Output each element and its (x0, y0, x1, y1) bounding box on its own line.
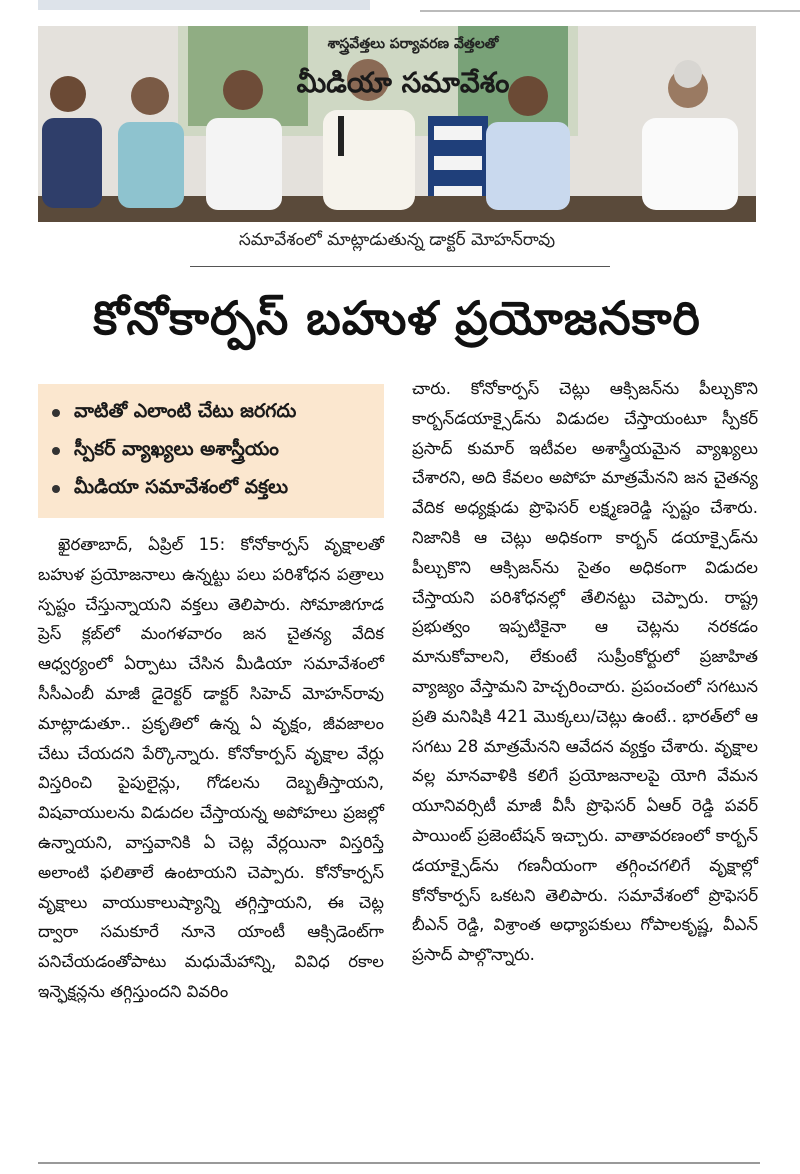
headline: కోనోకార్పస్ బహుళ ప్రయోజనకారి (93, 291, 701, 345)
bullet-icon (52, 485, 60, 493)
article-text-left: ఖైరతాబాద్, ఏప్రిల్ 15: కోనోకార్పస్ వృక్షాలతో బహుళ ప్రయోజనాలు ఉన్నట్టు పలు పరిశోధన పత్రాలు స్పష్టం చేస్తున్నాయని వక్తలు తెలిపారు. సోమాజిగూడ ప్రెస్ క్లబ్‌లో మంగళవారం జన చైతన్య వేదిక ఆధ్వర్యంలో ఏర్పాటు చేసిన మీడియా సమావేశంలో సీసీఎంబీ మాజీ డైరెక్టర్ డాక్టర్ సిహెచ్ మోహన్‌రావు మాట్లాడుతూ.. ప్రకృతిలో ఉన్న ఏ వృక్షం, జీవజాలం చేటు చేయదని పేర్కొన్నారు. కోనోకార్పస్ వృక్షాల వేర్లు విస్తరించి పైపులైన్లు, గోడలను దెబ్బతీస్తాయని, విషవాయులను విడుదల చేస్తాయన్న అపోహలు ప్రజల్లో ఉన్నాయని, వాస్తవానికి ఏ చెట్ల వేర్లయినా విస్తరిస్తే అలాంటి ఫలితాలే ఉంటాయని చెప్పారు. కోనోకార్పస్ వృక్షాలు వాయుకాలుష్యాన్ని తగ్గిస్తాయని, ఈ చెట్ల ద్వారా సమకూరే నూనె యాంటీ ఆక్సిడెంట్‌గా పనిచేయడంతోపాటు మధుమేహాన్ని, వివిధ రకాల ఇన్ఫెక్షన్లను తగ్గిస్తుందని వివరిం (38, 535, 384, 1001)
highlights-box (38, 384, 384, 518)
header-strip (38, 0, 370, 10)
highlight-item (52, 432, 370, 470)
article-column-left (38, 530, 384, 1007)
header-rule (420, 10, 800, 12)
news-photo (38, 26, 756, 222)
bottom-rule (38, 1162, 760, 1164)
photo-caption: సమావేశంలో మాట్లాడుతున్న డాక్టర్ మోహన్‌రావు (238, 230, 556, 250)
photo-illustration (38, 26, 756, 222)
banner-text-top: శాస్త్రవేత్తలు పర్యావరణ వేత్తలతో (327, 36, 499, 52)
caption-rule (190, 266, 610, 267)
highlight-item (52, 394, 370, 432)
highlight-text: స్పీకర్ వ్యాఖ్యలు అశాస్త్రీయం (74, 437, 279, 460)
highlight-text: మీడియా సమావేశంలో వక్తలు (74, 475, 289, 498)
highlight-text: వాటితో ఎలాంటి చేటు జరగదు (74, 399, 297, 422)
highlight-item (52, 470, 370, 508)
bullet-icon (52, 409, 60, 417)
banner-text-main: మీడియా సమావేశం (296, 66, 510, 99)
article-column-right (412, 374, 758, 970)
article-text-right: చారు. కోనోకార్పస్ చెట్లు ఆక్సిజన్‌ను పీల్చుకొని కార్బన్‌డయాక్సైడ్‌ను విడుదల చేస్తాయంటూ స్పీకర్ ప్రసాద్ కుమార్ ఇటీవల అశాస్త్రీయమైన వ్యాఖ్యలు చేశారని, అది కేవలం అపోహ మాత్రమేనని జన చైతన్య వేదిక అధ్యక్షుడు ప్రొఫెసర్ లక్ష్మణరెడ్డి స్పష్టం చేశారు. నిజానికి ఆ చెట్లు అధికంగా కార్బన్ డయాక్సైడ్‌ను పీల్చుకొని ఆక్సిజన్‌ను సైతం అధికంగా విడుదల చేస్తాయని పరిశోధనల్లో తేలినట్టు చెప్పారు. రాష్ట్ర ప్రభుత్వం ఇప్పటికైనా ఆ చెట్లను నరకడం మానుకోవాలని, లేకుంటే సుప్రీంకోర్టులో ప్రజాహిత వ్యాజ్యం వేస్తామని హెచ్చరించారు. ప్రపంచంలో సగటున ప్రతి మనిషికి 421 మొక్కలు/చెట్లు ఉంటే.. భారత్‌లో ఆ సగటు 28 మాత్రమేనని ఆవేదన వ్యక్తం చేశారు. వృక్షాల వల్ల మానవాళికి కలిగే ప్రయోజనాలపై యోగి వేమన యూనివర్సిటీ మాజీ వీసీ ప్రొఫెసర్ ఏఆర్ రెడ్డి పవర్ పాయింట్ ప్రజెంటేషన్ ఇచ్చారు. వాతావరణంలో కార్బన్ డయాక్సైడ్‌ను గణనీయంగా తగ్గించగలిగే వృక్షాల్లో కోనోకార్పస్ ఒకటని తెలిపారు. సమావేశంలో ప్రొఫెసర్ బీఎన్ రెడ్డి, విశ్రాంత అధ్యాపకులు గోపాలకృష్ణ, వీఎన్ ప్రసాద్ పాల్గొన్నారు. (412, 379, 758, 965)
bullet-icon (52, 447, 60, 455)
